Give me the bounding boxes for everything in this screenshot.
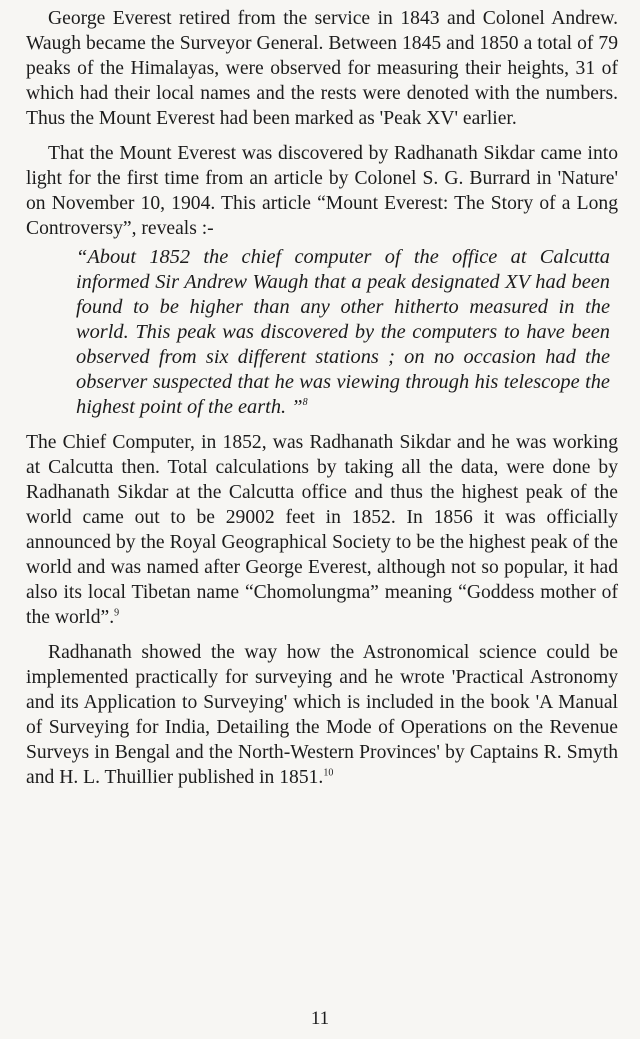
paragraph-discovery-article: That the Mount Everest was discovered by Radhanath Sikdar came into light for the first time from an article by Colonel S. G. Burrard in 'Nature' on November 10, 1904. This article “Mount Everest: The Story of a Long Controversy”, reveals :- bbox=[26, 143, 618, 239]
footnote-ref-8: 8 bbox=[302, 397, 308, 409]
footnote-ref-10: 10 bbox=[323, 767, 334, 779]
paragraph-everest-retirement: George Everest retired from the service in 1843 and Colonel Andrew. Waugh became the Surveyor General. Between 1845 and 1850 a total of 79 peaks of the Himalayas, were observed for measuring their heights, 31 of which had their local names and the rests were denoted with the numbers. Thus the Mount Everest had been marked as 'Peak XV' earlier. bbox=[26, 8, 618, 129]
block-quote-burrard: “About 1852 the chief computer of the office at Calcutta informed Sir Andrew Waugh that a peak designated XV had been found to be higher than any other hitherto measured in the world. This peak was discovered by the computers to have been observed from six different stations ; on no occasion had the observer suspected that he was viewing through his telescope the highest point of the earth. ”$^8$ bbox=[76, 246, 610, 418]
page-number: 11 bbox=[310, 1008, 330, 1029]
paragraph-practical-astronomy: Radhanath showed the way how the Astronomical science could be implemented practically for surveying and he wrote 'Practical Astronomy and its Application to Surveying' which is included in the book 'A Manual of Surveying for India, Detailing the Mode of Operations on the Revenue Surveys in Bengal and the North-Western Provinces' by Captains R. Smyth and H. L. Thuillier published in 1851.10 bbox=[26, 642, 618, 788]
footnote-ref-9: 9 bbox=[114, 607, 120, 619]
paragraph-chief-computer: The Chief Computer, in 1852, was Radhanath Sikdar and he was working at Calcutta then. Total calculations by taking all the data, were done by Radhanath Sikdar at the Calcutta office and thus the highest peak of the world came out to be 29002 feet in 1852. In 1856 it was officially announced by the Royal Geographical Society to be the highest peak of the world and was named after George Everest, although not so popular, it had also its local Tibetan name “Chomolungma” meaning “Goddess mother of the world”.$^9$ bbox=[26, 432, 618, 628]
